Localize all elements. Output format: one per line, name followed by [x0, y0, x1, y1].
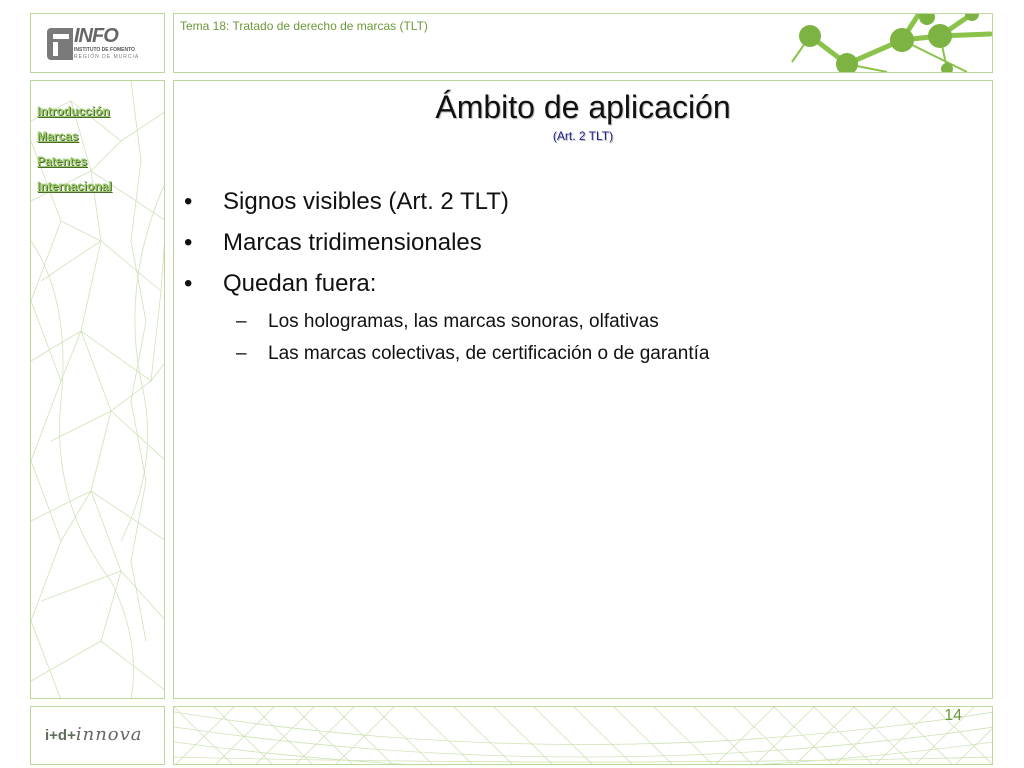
bullet-item [184, 263, 974, 304]
sidebar-panel [30, 80, 165, 699]
sidebar-nav [37, 99, 112, 199]
bullet-list [184, 181, 974, 370]
bullet-text: Marcas tridimensionales [223, 229, 482, 256]
wireframe-footer-icon [174, 707, 993, 765]
bullet-marker: • [184, 270, 193, 297]
logo-panel [30, 13, 165, 73]
sidebar-item-internacional[interactable]: Internacional [37, 179, 112, 193]
bullet-text: Quedan fuera: [223, 270, 377, 297]
slide-content-panel [173, 80, 993, 699]
sidebar-item-patentes[interactable]: Patentes [37, 154, 88, 168]
sidebar-item-introduccion[interactable]: Introducción [37, 104, 110, 118]
info-logo-word: INFO [74, 25, 118, 47]
sub-bullet-text: Las marcas colectivas, de certificación o de garantía [268, 343, 710, 364]
sub-bullet-item [184, 306, 974, 338]
page-number: 14 [944, 707, 962, 724]
footer-panel [173, 706, 993, 765]
slide-title: Ámbito de aplicación [435, 89, 731, 125]
slide-subtitle: (Art. 2 TLT) [552, 129, 614, 143]
header-panel [173, 13, 993, 73]
info-logo-region: REGIÓN DE MURCIA [74, 54, 140, 60]
bullet-marker: • [184, 188, 193, 215]
bullet-item [184, 181, 974, 222]
molecule-graphic-icon [772, 14, 992, 72]
sub-bullet-marker: – [236, 343, 247, 364]
bullet-item [184, 222, 974, 263]
sub-bullet-marker: – [236, 311, 247, 332]
sub-bullet-list [184, 306, 974, 370]
bullet-marker: • [184, 229, 193, 256]
info-logo-icon [47, 28, 73, 60]
bullet-text: Signos visibles (Art. 2 TLT) [223, 188, 509, 215]
sub-bullet-item [184, 338, 974, 370]
sub-bullet-text: Los hologramas, las marcas sonoras, olfativas [268, 311, 659, 332]
innova-logo-word: innova [75, 724, 143, 745]
innova-logo-id: i+d+ [45, 727, 76, 744]
sidebar-item-marcas[interactable]: Marcas [37, 129, 79, 143]
innova-logo [45, 724, 143, 745]
presentation-title: Tema 18: Tratado de derecho de marcas (TLT) [180, 19, 428, 33]
footer-logo-panel [30, 706, 165, 765]
info-logo-subtitle: INSTITUTO DE FOMENTO [74, 47, 135, 53]
